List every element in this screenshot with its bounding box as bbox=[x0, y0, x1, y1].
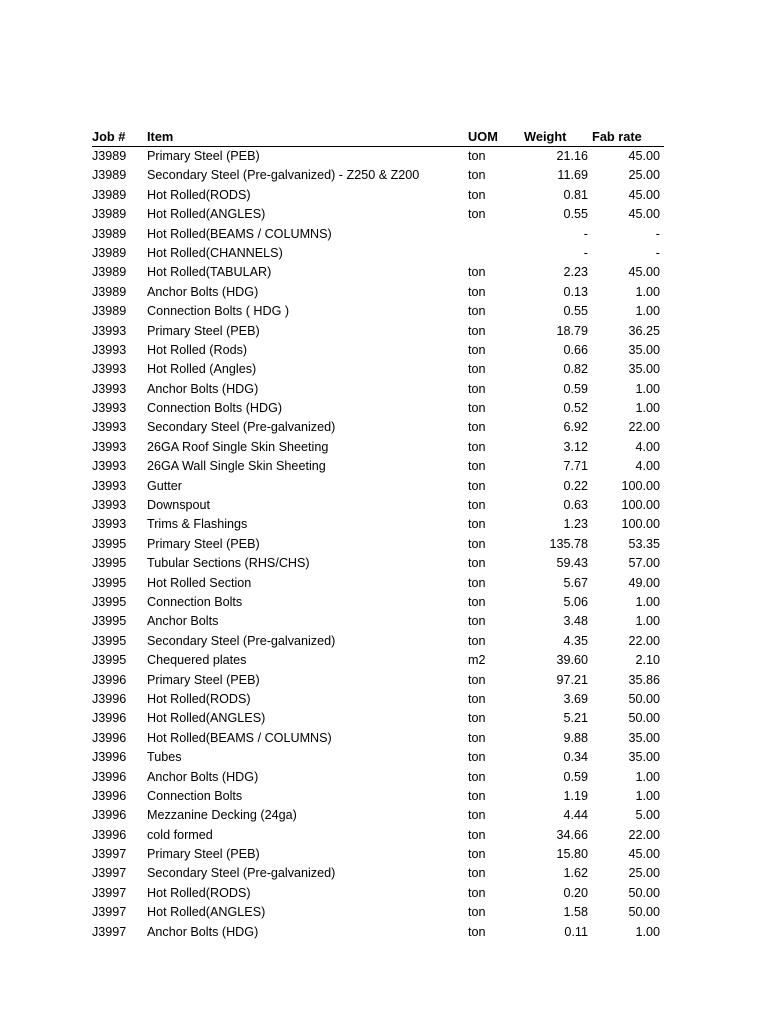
table-row bbox=[92, 709, 664, 728]
cell-uom: ton bbox=[468, 284, 486, 299]
cell-item: 26GA Roof Single Skin Sheeting bbox=[147, 439, 329, 454]
cell-item: Tubes bbox=[147, 750, 182, 765]
table-row bbox=[92, 244, 664, 263]
cell-weight: 1.62 bbox=[563, 866, 588, 881]
cell-uom: ton bbox=[468, 459, 486, 474]
table-row bbox=[92, 884, 664, 903]
cell-item: Anchor Bolts (HDG) bbox=[147, 284, 259, 299]
cell-fab-rate: 50.00 bbox=[628, 691, 660, 706]
cell-weight: - bbox=[583, 226, 588, 241]
cell-job: J3996 bbox=[92, 672, 127, 687]
cell-item: Anchor Bolts (HDG) bbox=[147, 769, 259, 784]
cell-weight: 5.06 bbox=[563, 594, 588, 609]
cell-fab-rate: 2.10 bbox=[635, 653, 660, 668]
cell-item: Hot Rolled(ANGLES) bbox=[147, 905, 266, 920]
cell-weight: 0.55 bbox=[563, 207, 588, 222]
cell-item: Anchor Bolts (HDG) bbox=[147, 381, 259, 396]
cell-item: Connection Bolts bbox=[147, 788, 243, 803]
cell-fab-rate: 100.00 bbox=[621, 478, 660, 493]
cell-item: Hot Rolled(ANGLES) bbox=[147, 207, 266, 222]
cell-weight: 3.48 bbox=[563, 614, 588, 629]
table-row bbox=[92, 496, 664, 515]
cell-weight: 0.11 bbox=[564, 924, 588, 939]
cell-item: cold formed bbox=[147, 827, 213, 842]
cell-weight: 59.43 bbox=[556, 556, 588, 571]
table-row bbox=[92, 166, 664, 185]
cell-fab-rate: - bbox=[655, 245, 660, 260]
cell-job: J3995 bbox=[92, 536, 127, 551]
cell-item: Downspout bbox=[147, 498, 211, 513]
cell-item: Hot Rolled(RODS) bbox=[147, 691, 251, 706]
cell-fab-rate: 35.00 bbox=[628, 362, 660, 377]
cell-weight: 6.92 bbox=[563, 420, 588, 435]
cell-item: Primary Steel (PEB) bbox=[147, 672, 260, 687]
cell-fab-rate: 50.00 bbox=[628, 905, 660, 920]
cell-fab-rate: 100.00 bbox=[621, 517, 660, 532]
table-row bbox=[92, 554, 664, 573]
cell-uom: ton bbox=[468, 691, 486, 706]
cell-weight: 0.82 bbox=[563, 362, 588, 377]
cell-job: J3997 bbox=[92, 905, 127, 920]
cell-weight: 5.67 bbox=[563, 575, 588, 590]
cell-item: Secondary Steel (Pre-galvanized) bbox=[147, 420, 336, 435]
cell-fab-rate: 49.00 bbox=[628, 575, 660, 590]
cell-item: Primary Steel (PEB) bbox=[147, 847, 260, 862]
cell-job: J3989 bbox=[92, 207, 127, 222]
cell-uom: ton bbox=[468, 556, 486, 571]
cell-job: J3996 bbox=[92, 711, 127, 726]
cell-job: J3989 bbox=[92, 168, 127, 183]
cell-uom: ton bbox=[468, 885, 486, 900]
cell-item: Hot Rolled Section bbox=[147, 575, 252, 590]
cell-weight: 0.59 bbox=[563, 381, 588, 396]
cell-fab-rate: 22.00 bbox=[628, 633, 660, 648]
cell-fab-rate: 45.00 bbox=[628, 847, 660, 862]
table-row bbox=[92, 787, 664, 806]
table-row bbox=[92, 632, 664, 651]
cell-fab-rate: 4.00 bbox=[635, 439, 660, 454]
table-row bbox=[92, 263, 664, 282]
table-row bbox=[92, 923, 664, 942]
cell-item: 26GA Wall Single Skin Sheeting bbox=[147, 459, 326, 474]
cell-job: J3996 bbox=[92, 750, 127, 765]
cell-weight: 5.21 bbox=[563, 711, 588, 726]
cell-job: J3996 bbox=[92, 808, 127, 823]
cell-uom: ton bbox=[468, 614, 486, 629]
cell-uom: ton bbox=[468, 149, 486, 163]
table-header-row bbox=[92, 128, 664, 147]
cell-job: J3993 bbox=[92, 459, 127, 474]
table-row bbox=[92, 186, 664, 205]
cell-job: J3997 bbox=[92, 847, 127, 862]
table-row bbox=[92, 806, 664, 825]
table-row bbox=[92, 729, 664, 748]
cell-uom: ton bbox=[468, 362, 486, 377]
cell-weight: 4.35 bbox=[563, 633, 588, 648]
cell-uom: ton bbox=[468, 769, 486, 784]
cell-item: Anchor Bolts bbox=[147, 614, 219, 629]
cell-item: Chequered plates bbox=[147, 653, 247, 668]
cell-uom: ton bbox=[468, 265, 486, 280]
cell-uom: ton bbox=[468, 750, 486, 765]
cell-item: Secondary Steel (Pre-galvanized) bbox=[147, 633, 336, 648]
cell-uom: ton bbox=[468, 924, 486, 939]
cell-fab-rate: 1.00 bbox=[635, 304, 660, 319]
cell-fab-rate: 22.00 bbox=[628, 827, 660, 842]
cell-fab-rate: 100.00 bbox=[621, 498, 660, 513]
cell-weight: 0.63 bbox=[563, 498, 588, 513]
cell-item: Secondary Steel (Pre-galvanized) - Z250 & Z200 bbox=[147, 168, 420, 183]
table-row bbox=[92, 438, 664, 457]
table-row bbox=[92, 748, 664, 767]
cell-fab-rate: 22.00 bbox=[628, 420, 660, 435]
cell-weight: 18.79 bbox=[556, 323, 588, 338]
cell-fab-rate: 1.00 bbox=[635, 284, 660, 299]
cell-uom: ton bbox=[468, 498, 486, 513]
cell-fab-rate: - bbox=[655, 226, 660, 241]
cell-weight: 1.23 bbox=[563, 517, 588, 532]
cell-job: J3989 bbox=[92, 284, 127, 299]
cell-item: Anchor Bolts (HDG) bbox=[147, 924, 259, 939]
table-row bbox=[92, 457, 664, 476]
cell-uom: ton bbox=[468, 207, 486, 222]
cell-uom: ton bbox=[468, 905, 486, 920]
cell-weight: 15.80 bbox=[556, 847, 588, 862]
cell-job: J3993 bbox=[92, 478, 127, 493]
table-row bbox=[92, 399, 664, 418]
table-row bbox=[92, 302, 664, 321]
cell-uom: ton bbox=[468, 168, 486, 183]
cell-uom: ton bbox=[468, 808, 486, 823]
cell-uom: ton bbox=[468, 304, 486, 319]
table-row bbox=[92, 612, 664, 631]
cell-job: J3996 bbox=[92, 691, 127, 706]
cell-uom: ton bbox=[468, 401, 486, 416]
cell-uom: ton bbox=[468, 478, 486, 493]
cell-fab-rate: 1.00 bbox=[635, 614, 660, 629]
cell-fab-rate: 45.00 bbox=[628, 265, 660, 280]
cell-job: J3993 bbox=[92, 439, 127, 454]
cell-uom: ton bbox=[468, 323, 486, 338]
cell-uom: m2 bbox=[468, 653, 486, 668]
cell-weight: - bbox=[583, 245, 588, 260]
cell-uom: ton bbox=[468, 381, 486, 396]
cell-job: J3995 bbox=[92, 653, 127, 668]
table-row bbox=[92, 380, 664, 399]
table-row bbox=[92, 690, 664, 709]
cell-item: Hot Rolled(CHANNELS) bbox=[147, 245, 283, 260]
cell-weight: 21.16 bbox=[556, 149, 588, 163]
cell-fab-rate: 4.00 bbox=[635, 459, 660, 474]
cell-uom: ton bbox=[468, 439, 486, 454]
cell-item: Mezzanine Decking (24ga) bbox=[147, 808, 297, 823]
cell-uom: ton bbox=[468, 594, 486, 609]
header-job: Job # bbox=[92, 129, 126, 144]
header-item: Item bbox=[147, 129, 174, 144]
table-row bbox=[92, 826, 664, 845]
cell-item: Hot Rolled(TABULAR) bbox=[147, 265, 272, 280]
cell-weight: 0.22 bbox=[563, 478, 588, 493]
cell-item: Connection Bolts bbox=[147, 594, 243, 609]
cell-item: Gutter bbox=[147, 478, 182, 493]
cell-weight: 0.81 bbox=[563, 187, 588, 202]
cell-job: J3989 bbox=[92, 304, 127, 319]
cell-fab-rate: 1.00 bbox=[635, 924, 660, 939]
table-row bbox=[92, 651, 664, 670]
header-uom: UOM bbox=[468, 129, 498, 144]
table-row bbox=[92, 515, 664, 534]
cell-uom: ton bbox=[468, 342, 486, 357]
cell-item: Connection Bolts ( HDG ) bbox=[147, 304, 290, 319]
cell-job: J3989 bbox=[92, 226, 127, 241]
cell-fab-rate: 1.00 bbox=[635, 401, 660, 416]
cell-item: Connection Bolts (HDG) bbox=[147, 401, 283, 416]
cell-fab-rate: 45.00 bbox=[628, 149, 660, 163]
cell-fab-rate: 50.00 bbox=[628, 711, 660, 726]
table-row bbox=[92, 341, 664, 360]
cell-weight: 1.58 bbox=[563, 905, 588, 920]
cell-fab-rate: 35.00 bbox=[628, 730, 660, 745]
cell-weight: 1.19 bbox=[563, 788, 588, 803]
cell-job: J3993 bbox=[92, 323, 127, 338]
table-row bbox=[92, 360, 664, 379]
cell-uom: ton bbox=[468, 575, 486, 590]
cell-weight: 0.59 bbox=[563, 769, 588, 784]
cell-weight: 11.69 bbox=[557, 168, 588, 183]
cell-weight: 34.66 bbox=[556, 827, 588, 842]
cell-item: Tubular Sections (RHS/CHS) bbox=[147, 556, 310, 571]
table-row bbox=[92, 205, 664, 224]
cell-uom: ton bbox=[468, 420, 486, 435]
cell-uom: ton bbox=[468, 827, 486, 842]
table-row bbox=[92, 903, 664, 922]
cell-item: Trims & Flashings bbox=[147, 517, 248, 532]
cell-item: Hot Rolled(RODS) bbox=[147, 885, 251, 900]
cell-fab-rate: 45.00 bbox=[628, 207, 660, 222]
cell-job: J3993 bbox=[92, 381, 127, 396]
cell-weight: 4.44 bbox=[563, 808, 588, 823]
cell-job: J3995 bbox=[92, 633, 127, 648]
table-row bbox=[92, 147, 664, 166]
cell-uom: ton bbox=[468, 847, 486, 862]
cell-fab-rate: 5.00 bbox=[635, 808, 660, 823]
cell-weight: 0.66 bbox=[563, 342, 588, 357]
table-row bbox=[92, 864, 664, 883]
cell-job: J3993 bbox=[92, 362, 127, 377]
table-row bbox=[92, 322, 664, 341]
cell-item: Hot Rolled(BEAMS / COLUMNS) bbox=[147, 226, 332, 241]
cell-job: J3989 bbox=[92, 149, 127, 163]
table-row bbox=[92, 574, 664, 593]
cell-item: Secondary Steel (Pre-galvanized) bbox=[147, 866, 336, 881]
cell-uom: ton bbox=[468, 517, 486, 532]
table-row bbox=[92, 671, 664, 690]
cell-job: J3995 bbox=[92, 575, 127, 590]
cell-fab-rate: 25.00 bbox=[628, 866, 660, 881]
cell-weight: 0.34 bbox=[563, 750, 588, 765]
table-body bbox=[92, 147, 664, 942]
cell-fab-rate: 1.00 bbox=[635, 381, 660, 396]
cell-fab-rate: 1.00 bbox=[635, 769, 660, 784]
cell-job: J3996 bbox=[92, 769, 127, 784]
cell-uom: ton bbox=[468, 672, 486, 687]
cell-fab-rate: 25.00 bbox=[628, 168, 660, 183]
cell-fab-rate: 1.00 bbox=[635, 788, 660, 803]
cell-uom: ton bbox=[468, 633, 486, 648]
cell-job: J3993 bbox=[92, 498, 127, 513]
cell-uom: ton bbox=[468, 866, 486, 881]
cell-fab-rate: 53.35 bbox=[628, 536, 660, 551]
cell-weight: 7.71 bbox=[563, 459, 588, 474]
cell-weight: 2.23 bbox=[563, 265, 588, 280]
cell-job: J3995 bbox=[92, 556, 127, 571]
cell-job: J3997 bbox=[92, 924, 127, 939]
cell-weight: 0.20 bbox=[563, 885, 588, 900]
cell-job: J3996 bbox=[92, 730, 127, 745]
cell-fab-rate: 1.00 bbox=[635, 594, 660, 609]
cell-job: J3989 bbox=[92, 265, 127, 280]
cell-item: Primary Steel (PEB) bbox=[147, 149, 260, 163]
cell-item: Hot Rolled(RODS) bbox=[147, 187, 251, 202]
cell-weight: 0.55 bbox=[563, 304, 588, 319]
cell-weight: 135.78 bbox=[549, 536, 588, 551]
cell-job: J3989 bbox=[92, 245, 127, 260]
cell-job: J3993 bbox=[92, 517, 127, 532]
table-row bbox=[92, 593, 664, 612]
cell-uom: ton bbox=[468, 730, 486, 745]
table-row bbox=[92, 418, 664, 437]
table-row bbox=[92, 477, 664, 496]
cell-weight: 97.21 bbox=[556, 672, 588, 687]
cell-fab-rate: 36.25 bbox=[628, 323, 660, 338]
cell-job: J3993 bbox=[92, 342, 127, 357]
cell-weight: 39.60 bbox=[556, 653, 588, 668]
cell-fab-rate: 35.00 bbox=[628, 342, 660, 357]
spreadsheet-table bbox=[92, 128, 664, 942]
cell-item: Hot Rolled (Angles) bbox=[147, 362, 257, 377]
cell-item: Hot Rolled(BEAMS / COLUMNS) bbox=[147, 730, 332, 745]
cell-weight: 0.52 bbox=[563, 401, 588, 416]
cell-job: J3997 bbox=[92, 885, 127, 900]
cell-item: Hot Rolled(ANGLES) bbox=[147, 711, 266, 726]
cell-weight: 3.12 bbox=[563, 439, 588, 454]
cell-fab-rate: 57.00 bbox=[628, 556, 660, 571]
cell-uom: ton bbox=[468, 187, 486, 202]
cell-weight: 0.13 bbox=[563, 284, 588, 299]
table-row bbox=[92, 283, 664, 302]
header-weight: Weight bbox=[524, 129, 567, 144]
cell-item: Hot Rolled (Rods) bbox=[147, 342, 248, 357]
cell-job: J3996 bbox=[92, 788, 127, 803]
cell-job: J3989 bbox=[92, 187, 127, 202]
cell-job: J3996 bbox=[92, 827, 127, 842]
table-row bbox=[92, 535, 664, 554]
cell-job: J3995 bbox=[92, 594, 127, 609]
cell-fab-rate: 45.00 bbox=[628, 187, 660, 202]
cell-uom: ton bbox=[468, 536, 486, 551]
cell-item: Primary Steel (PEB) bbox=[147, 536, 260, 551]
cell-weight: 9.88 bbox=[563, 730, 588, 745]
table-row bbox=[92, 845, 664, 864]
cell-uom: ton bbox=[468, 788, 486, 803]
cell-job: J3997 bbox=[92, 866, 127, 881]
cell-fab-rate: 35.86 bbox=[628, 672, 660, 687]
table-row bbox=[92, 225, 664, 244]
cell-job: J3993 bbox=[92, 401, 127, 416]
cell-uom: ton bbox=[468, 711, 486, 726]
cell-fab-rate: 35.00 bbox=[628, 750, 660, 765]
table-row bbox=[92, 768, 664, 787]
cell-weight: 3.69 bbox=[563, 691, 588, 706]
cell-fab-rate: 50.00 bbox=[628, 885, 660, 900]
cell-job: J3995 bbox=[92, 614, 127, 629]
cell-item: Primary Steel (PEB) bbox=[147, 323, 260, 338]
cell-job: J3993 bbox=[92, 420, 127, 435]
header-fab-rate: Fab rate bbox=[592, 129, 642, 144]
